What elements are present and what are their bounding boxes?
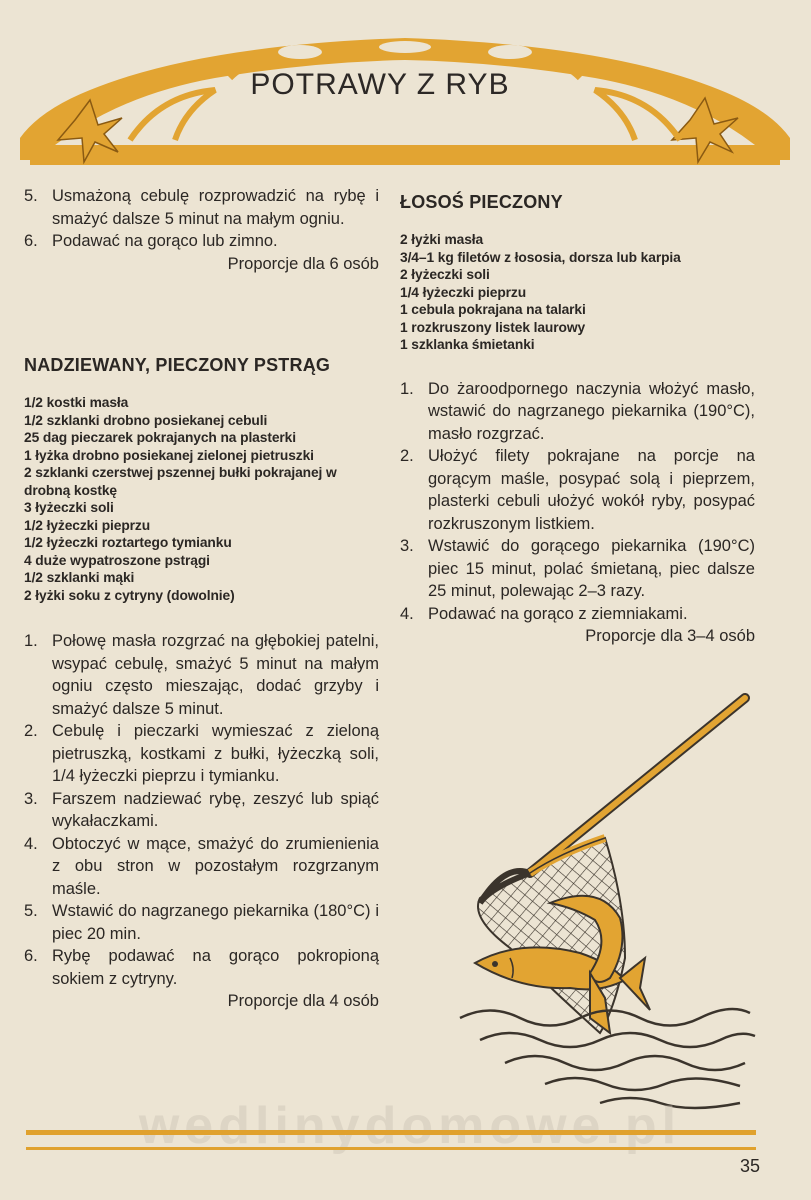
steps-losos: [400, 378, 755, 626]
ingredient-item: 4 duże wypatroszone pstrągi: [24, 552, 210, 568]
step-item: 3. Farszem nadziewać rybę, zeszyć lub spiąć wykałaczkami.: [24, 789, 379, 830]
ingredient-item: 1/2 kostki masła: [24, 395, 129, 410]
step-item: 6. Rybę podawać na gorąco pokropioną sokiem z cytryny.: [24, 947, 379, 988]
step-item: 4. Podawać na gorąco z ziemniakami.: [400, 604, 688, 623]
watermark: wedlinydomowe.pl: [138, 1097, 682, 1155]
ingredient-item: 1/2 łyżeczki pieprzu: [24, 517, 151, 533]
step-item: 5. Wstawić do nagrzanego piekarnika (180°C) i piec 20 min.: [24, 902, 379, 943]
ingredient-item: 1 łyżka drobno posiekanej zielonej pietruszki: [24, 447, 314, 463]
step-item: 1. Połowę masła rozgrzać na głębokiej patelni, wsypać cebulę, smażyć 5 minut na małym ogniu często mieszając, dodać grzyby i smażyć dalsze 5 minut.: [24, 632, 379, 718]
ingredients-pstrag: [24, 394, 379, 604]
proportion-3-4: Proporcje dla 3–4 osób: [585, 627, 755, 645]
recipe-title-pstrag: NADZIEWANY, PIECZONY PSTRĄG: [24, 355, 331, 375]
ingredient-item: 25 dag pieczarek pokrajanych na plasterki: [24, 430, 296, 445]
step-item: 6. Podawać na gorąco lub zimno.: [24, 232, 278, 250]
ingredient-item: 1/2 łyżeczki roztartego tymianku: [24, 535, 232, 550]
continued-steps: [24, 185, 379, 253]
footer-rule: [26, 1130, 756, 1150]
ingredient-item: 1/2 szklanki drobno posiekanej cebuli: [24, 412, 268, 428]
proportion-6: Proporcje dla 6 osób: [227, 254, 379, 273]
ingredient-item: 2 łyżki soku z cytryny (dowolnie): [24, 587, 235, 603]
ingredient-item: 1 rozkruszony listek laurowy: [400, 319, 586, 335]
step-item: 5. Usmażoną cebulę rozprowadzić na rybę i smażyć dalsze 5 minut na małym ogniu.: [24, 187, 379, 228]
step-item: 2. Ułożyć filety pokrajane na porcje na gorącym maśle, posypać solą i pieprzem, plasterki cebuli ułożyć wokół ryby, posypać rozkruszonym listkiem.: [400, 447, 755, 533]
page-number: 35: [739, 1156, 760, 1176]
ingredient-item: 1 szklanka śmietanki: [400, 337, 535, 352]
left-column: [24, 185, 379, 1013]
proportion-4: Proporcje dla 4 osób: [227, 992, 379, 1010]
ingredient-item: 1 cebula pokrajana na talarki: [400, 302, 586, 317]
ingredient-item: 1/2 szklanki mąki: [24, 570, 135, 585]
steps-pstrag: [24, 630, 379, 990]
fishing-net-illustration: [450, 688, 770, 1128]
step-item: 3. Wstawić do gorącego piekarnika (190°C) piec 15 minut, polać śmietaną, piec dalsze 25 minut, polewając 2–3 razy.: [400, 537, 755, 600]
ingredient-item: 2 szklanki czerstwej pszennej bułki pokrajanej w drobną kostkę: [24, 465, 337, 498]
page-title: POTRAWY Z RYB: [250, 68, 510, 101]
right-column: [400, 192, 755, 648]
ingredient-item: 3/4–1 kg filetów z łososia, dorsza lub karpia: [400, 249, 681, 265]
step-item: 1. Do żaroodpornego naczynia włożyć masło, wstawić do nagrzanego piekarnika (190°C), masło rozgrzać.: [400, 379, 755, 443]
step-item: 4. Obtoczyć w mące, smażyć do zrumienienia z obu stron w pozostałym rozgrzanym maśle.: [24, 834, 379, 898]
ingredient-item: 3 łyżeczki soli: [24, 500, 114, 515]
ingredient-item: 2 łyżeczki soli: [400, 267, 490, 282]
ingredient-item: 2 łyżki masła: [400, 232, 484, 247]
step-item: 2. Cebulę i pieczarki wymieszać z zieloną pietruszką, kostkami z bułki, łyżeczką soli, 1/4 łyżeczki pieprzu i tymianku.: [24, 722, 379, 785]
ingredient-item: 1/4 łyżeczki pieprzu: [400, 284, 527, 300]
recipe-title-losos: ŁOSOŚ PIECZONY: [400, 192, 563, 212]
ingredients-losos: [400, 231, 755, 354]
